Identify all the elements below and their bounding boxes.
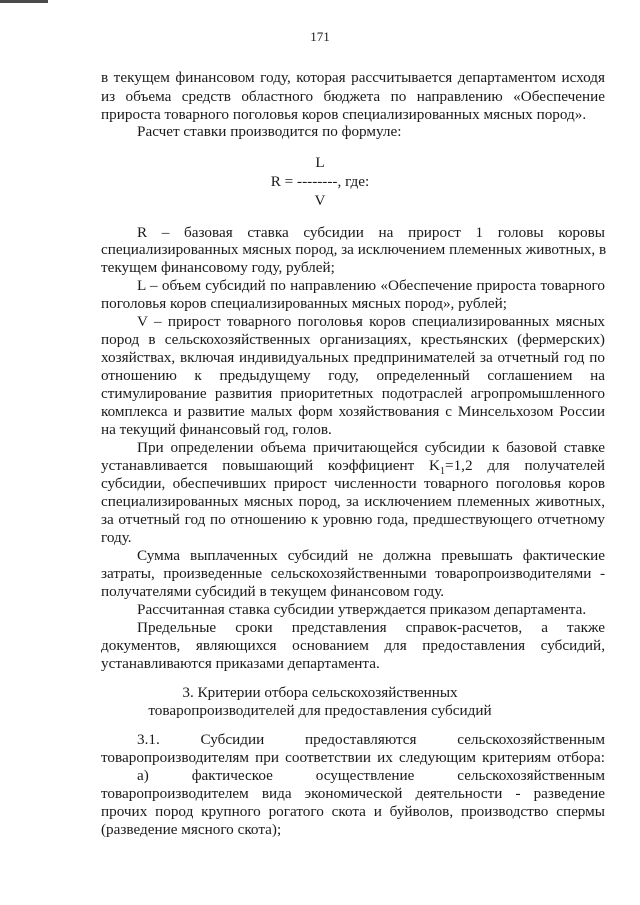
text-line: комплекса и развитие малых форм хозяйствования с Минсельхозом России	[101, 403, 605, 420]
text-line: субсидии, обеспечивших прирост численности товарного поголовья коров	[101, 475, 605, 492]
text-line: пород в сельскохозяйственных организациях, крестьянских (фермерских)	[101, 331, 605, 348]
text-line: текущем финансовому году, рублей;	[101, 259, 335, 276]
formula-equation: R = --------, где:	[270, 173, 370, 190]
text-line: R – базовая ставка субсидии на прирост 1 головы коровы	[137, 224, 605, 241]
text-line: Расчет ставки производится по формуле:	[137, 123, 402, 140]
coefficient-text-end: =1,2 для получателей	[445, 457, 605, 474]
text-line: документов, являющихся основанием для предоставления субсидий,	[101, 637, 605, 654]
formula-numerator: L	[315, 154, 325, 171]
text-line: Предельные сроки представления справок-расчетов, а также	[137, 619, 605, 636]
text-line: L – объем субсидий по направлению «Обеспечение прироста товарного	[137, 277, 605, 294]
text-line: из объема средств областного бюджета по направлению «Обеспечение	[101, 88, 605, 105]
text-line: V – прирост товарного поголовья коров специализированных мясных	[137, 313, 605, 330]
text-line: товаропроизводителям при соответствии их следующим критериям отбора:	[101, 749, 605, 766]
coefficient-subscript: 1	[440, 466, 445, 478]
section-heading-line-1: 3. Критерии отбора сельскохозяйственных	[182, 684, 458, 701]
text-line: хозяйствах, включая индивидуальных предпринимателей за отчетный год по	[101, 349, 605, 366]
text-line: прироста товарного поголовья коров специализированных мясных пород».	[101, 106, 587, 123]
text-line: товаропроизводителем вида экономической деятельности - разведение	[101, 785, 605, 802]
text-line: году.	[101, 529, 132, 546]
text-line: При определении объема причитающейся субсидии к базовой ставке	[137, 439, 605, 456]
text-line: Рассчитанная ставка субсидии утверждается приказом департамента.	[137, 601, 587, 618]
coefficient-text-start: устанавливается повышающий коэффициент K	[101, 457, 440, 474]
text-line: устанавливаются приказами департамента.	[101, 655, 380, 672]
text-line: прочих пород крупного рогатого скота и буйволов, производство спермы	[101, 803, 605, 820]
text-line: а) фактическое осуществление сельскохозяйственным	[137, 767, 605, 784]
section-heading-line-2: товаропроизводителей для предоставления субсидий	[148, 702, 492, 719]
page-number: 171	[310, 29, 330, 44]
text-line: 3.1. Субсидии предоставляются сельскохозяйственным	[137, 731, 605, 748]
text-line: (разведение мясного скота);	[101, 821, 282, 838]
text-line: специализированных мясных пород, за исключением племенных животных, в	[101, 241, 607, 258]
text-line: специализированных мясных пород, за исключением племенных животных,	[101, 493, 605, 510]
formula-denominator: V	[314, 192, 326, 209]
text-line-coefficient	[101, 456, 605, 478]
text-line: получателями субсидий в текущем финансовом году.	[101, 583, 445, 600]
text-line: отношению к предыдущему году, определенный соглашением на	[101, 367, 605, 384]
text-line: Сумма выплаченных субсидий не должна превышать фактические	[137, 547, 605, 564]
text-line: поголовья коров специализированных мясных пород», рублей;	[101, 295, 507, 312]
text-line: стимулирование развития приоритетных подотраслей агропромышленного	[101, 385, 605, 402]
text-line: затраты, произведенные сельскохозяйственными товаропроизводителями -	[101, 565, 605, 582]
text-line: на текущий финансовый год, голов.	[101, 421, 332, 438]
text-line: в текущем финансовом году, которая рассчитывается департаментом исходя	[101, 69, 605, 86]
text-line: за отчетный год по отношению к уровню года, предшествующего отчетному	[101, 511, 605, 528]
